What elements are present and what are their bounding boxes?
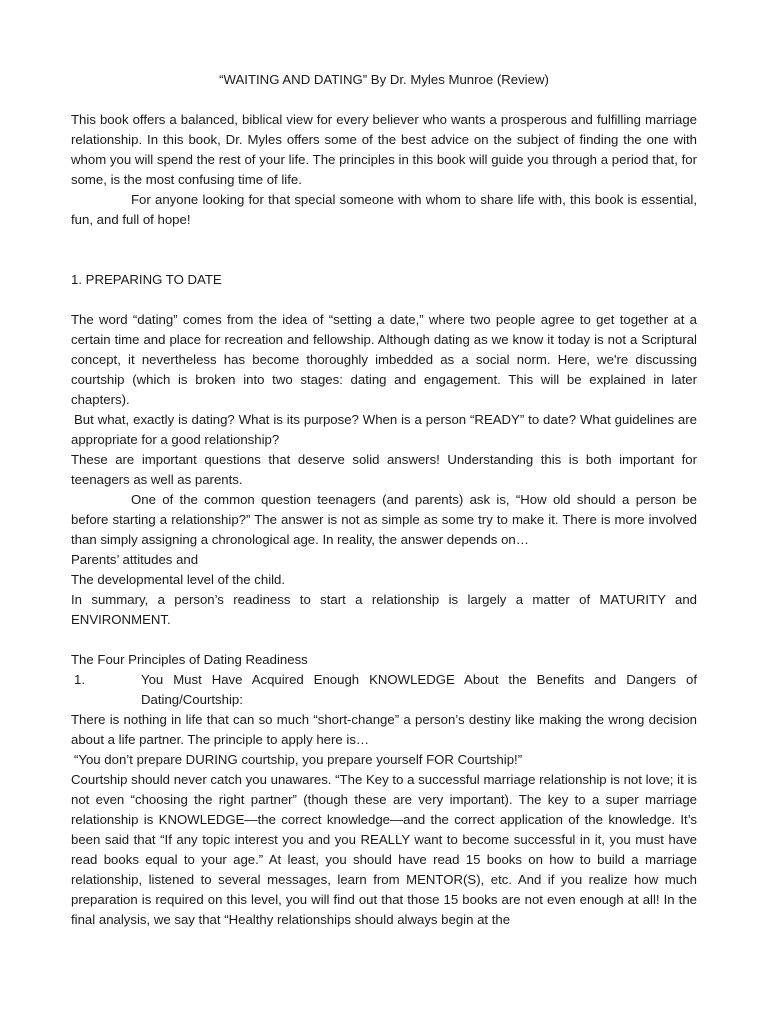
document-page xyxy=(71,70,697,930)
principle-paragraph-2: Courtship should never catch you unawares. “The Key to a successful marriage relationship is not love; it is not even “choosing the right partner” (though these are very important). The key to a super marriage relationship is KNOWLEDGE—the correct knowledge—and the correct application of the knowledge. It’s been said that “If any topic interest you and you REALLY want to become successful in it, you must have read books equal to your age.” At least, you should have read 15 books on how to build a marriage relationship, listened to several messages, learn from MENTOR(S), etc. And if you realize how much preparation is required on this level, you will find out that those 15 books are not even enough at all! In the final analysis, we say that “Healthy relationships should always begin at the xyxy=(71,772,697,927)
principle-1-number: 1. xyxy=(74,672,85,687)
section-paragraph-7: In summary, a person’s readiness to start a relationship is largely a matter of MATURITY and ENVIRONMENT. xyxy=(71,592,697,627)
spacer xyxy=(71,230,697,270)
section-paragraph-1: The word “dating” comes from the idea of “setting a date,” where two people agree to get together at a certain time and place for recreation and fellowship. Although dating as we know it today is not a Scriptural concept, it nevertheless has become thoroughly imbedded as a social norm. Here, we're discussing courtship (which is broken into two stages: dating and engagement. This will be explained in later chapters). xyxy=(71,312,697,407)
section-heading: 1. PREPARING TO DATE xyxy=(71,272,222,287)
document-title: “WAITING AND DATING” By Dr. Myles Munroe (Review) xyxy=(219,72,549,87)
principle-quote: “You don’t prepare DURING courtship, you prepare yourself FOR Courtship!” xyxy=(74,752,523,767)
principles-heading: The Four Principles of Dating Readiness xyxy=(71,652,308,667)
spacer xyxy=(71,290,697,310)
intro-paragraph-1: This book offers a balanced, biblical view for every believer who wants a prosperous and fulfilling marriage relationship. In this book, Dr. Myles offers some of the best advice on the subject of finding the one with whom you will spend the rest of your life. The principles in this book will guide you through a period that, for some, is the most confusing time of life. xyxy=(71,112,697,187)
section-paragraph-6: The developmental level of the child. xyxy=(71,572,286,587)
principle-1-title: You Must Have Acquired Enough KNOWLEDGE About the Benefits and Dangers of Dating/Courtship: xyxy=(141,672,697,707)
principle-1 xyxy=(71,670,697,710)
section-paragraph-3: These are important questions that deserve solid answers! Understanding this is both important for teenagers as well as parents. xyxy=(71,452,697,487)
section-paragraph-2: But what, exactly is dating? What is its purpose? When is a person “READY” to date? What guidelines are appropriate for a good relationship? xyxy=(71,412,697,447)
page-fade xyxy=(0,984,768,1024)
principle-paragraph-1: There is nothing in life that can so much “short-change” a person’s destiny like making the wrong decision about a life partner. The principle to apply here is… xyxy=(71,712,697,747)
spacer xyxy=(71,630,697,650)
intro-paragraph-2: For anyone looking for that special someone with whom to share life with, this book is essential, fun, and full of hope! xyxy=(71,192,697,227)
section-paragraph-5: Parents’ attitudes and xyxy=(71,552,199,567)
section-paragraph-4: One of the common question teenagers (and parents) ask is, “How old should a person be before starting a relationship?” The answer is not as simple as some try to make it. There is more involved than simply assigning a chronological age. In reality, the answer depends on… xyxy=(71,492,697,547)
